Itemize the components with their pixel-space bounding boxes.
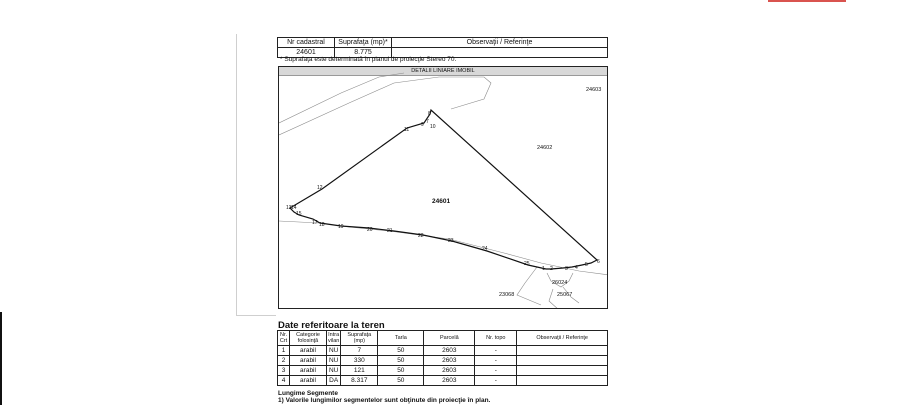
table-cell: -: [475, 376, 517, 386]
table-cell: arabil: [290, 366, 327, 376]
land-header-cell: Tarla: [378, 331, 424, 346]
point-label: 15: [296, 211, 302, 217]
table-cell: [517, 356, 608, 366]
point-label: 14: [291, 205, 297, 211]
parcel-label: 24603: [586, 87, 602, 93]
land-section-title: Date referitoare la teren: [278, 320, 385, 331]
table-cell: 50: [378, 356, 424, 366]
neighbor-boundary: [279, 221, 608, 275]
table-cell: 2603: [424, 346, 475, 356]
table-row: [278, 356, 608, 366]
neighbor-boundary: [279, 73, 404, 123]
top-accent-bar: [768, 0, 846, 2]
point-label: 1: [542, 266, 545, 272]
point-label: 13: [286, 205, 292, 211]
neighbor-boundary: [517, 267, 541, 305]
table-cell: 2603: [424, 366, 475, 376]
point-label: 5: [585, 262, 588, 268]
table-cell: NU: [327, 356, 341, 366]
surface-value: 8.775: [335, 48, 392, 58]
table-cell: arabil: [290, 346, 327, 356]
table-cell: 2: [278, 356, 290, 366]
parcel-plan: [278, 66, 608, 309]
parcel-label-main: 24601: [432, 198, 451, 205]
table-cell: NU: [327, 346, 341, 356]
table-cell: 330: [341, 356, 378, 366]
table-cell: -: [475, 346, 517, 356]
table-cell: [517, 376, 608, 386]
left-edge-mark: [0, 312, 2, 405]
land-header-cell: Parcelă: [424, 331, 475, 346]
table-cell: 50: [378, 376, 424, 386]
segments-note: 1) Valorile lungimilor segmentelor sunt obţinute din proiecţie în plan.: [278, 397, 491, 404]
table-cell: [517, 366, 608, 376]
table-cell: 2603: [424, 376, 475, 386]
table-cell: 50: [378, 366, 424, 376]
parcel-boundary: [290, 110, 597, 269]
summary-header-cell: Suprafaţa (mp)*: [335, 38, 392, 48]
page-border-left: [236, 34, 237, 316]
table-row: [278, 366, 608, 376]
point-label: 4: [575, 265, 578, 271]
summary-header-row: [278, 38, 608, 48]
segments-title: Lungime Segmente: [278, 390, 338, 397]
summary-header-cell: Observaţii / Referinţe: [392, 38, 608, 48]
point-label: 20: [367, 227, 373, 233]
table-cell: [517, 346, 608, 356]
point-label: 8: [428, 111, 431, 117]
land-header-cell: Suprafaţa (mp): [341, 331, 378, 346]
point-label: 11: [404, 127, 410, 133]
land-header-cell: Nr. topo: [475, 331, 517, 346]
point-label: 6: [597, 259, 600, 265]
land-header-cell: Intra vilan: [328, 332, 340, 344]
page-border-bottom: [236, 315, 276, 316]
point-label: 12: [317, 185, 323, 191]
land-header-row: [278, 331, 608, 346]
table-cell: -: [475, 366, 517, 376]
point-label: 22: [418, 233, 424, 239]
summary-header-cell: Nr cadastral: [278, 38, 335, 48]
point-label: 17: [312, 220, 318, 226]
point-label: 23: [448, 238, 454, 244]
table-cell: DA: [327, 376, 341, 386]
point-label: 9: [421, 122, 424, 128]
cadastral-summary-table: [277, 37, 608, 58]
parcel-label: 26024: [552, 280, 568, 286]
parcel-label: 25067: [557, 292, 573, 298]
table-cell: 1: [278, 346, 290, 356]
point-label: 19: [338, 224, 344, 230]
land-header-cell: Categorie folosinţă: [290, 331, 327, 346]
table-cell: NU: [327, 366, 341, 376]
point-label: 10: [430, 124, 436, 130]
table-cell: arabil: [290, 356, 327, 366]
plan-header: DETALII LINIARE IMOBIL: [279, 67, 607, 76]
table-cell: 4: [278, 376, 290, 386]
land-header-cell: Nr. Crt: [278, 331, 290, 346]
table-cell: 2603: [424, 356, 475, 366]
parcel-label: 24602: [537, 145, 553, 151]
cadastral-number: 24601: [278, 48, 335, 58]
plan-drawing: [279, 67, 608, 309]
table-cell: -: [475, 356, 517, 366]
land-header-cell: Observaţii / Referinţe: [517, 331, 608, 346]
table-row: [278, 346, 608, 356]
table-cell: arabil: [290, 376, 327, 386]
point-label: 18: [319, 222, 325, 228]
point-label: 24: [482, 246, 488, 252]
point-label: 21: [387, 228, 393, 234]
table-row: [278, 376, 608, 386]
point-label: 25: [524, 261, 530, 267]
table-cell: 7: [341, 346, 378, 356]
parcel-label: 23068: [499, 292, 515, 298]
point-label: 2: [550, 266, 553, 272]
stereo-note: * Suprafaţa este determinată în planul de proiecţie Stereo 70.: [280, 56, 457, 63]
table-cell: 8.317: [341, 376, 378, 386]
table-cell: 121: [341, 366, 378, 376]
land-data-table: [277, 330, 608, 386]
table-cell: 50: [378, 346, 424, 356]
table-cell: 3: [278, 366, 290, 376]
point-label: 7: [426, 119, 429, 125]
neighbor-boundary: [279, 77, 491, 135]
point-label: 3: [565, 266, 568, 272]
